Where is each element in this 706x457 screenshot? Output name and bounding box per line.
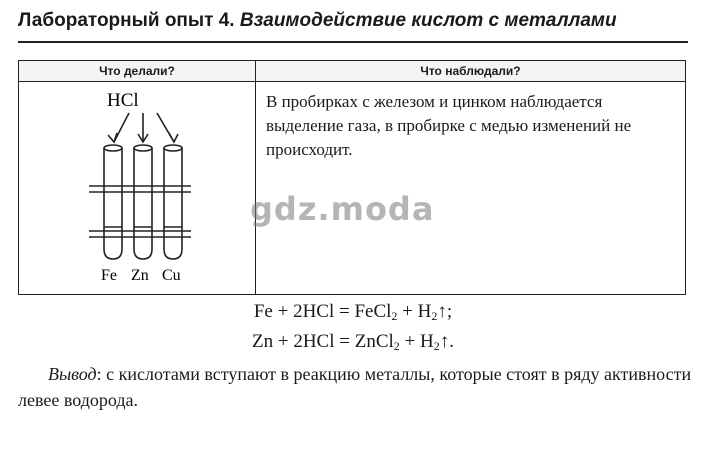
conclusion-label: Вывод xyxy=(48,364,97,384)
conclusion xyxy=(18,361,698,413)
tube-cu xyxy=(164,145,182,259)
title-rule xyxy=(18,41,688,43)
test-tubes-diagram xyxy=(19,82,255,286)
observation-cell xyxy=(256,82,686,295)
title-italic: Взаимодействие кислот с металлами xyxy=(239,10,617,31)
experiment-table xyxy=(18,60,686,295)
tube-zn xyxy=(134,145,152,259)
equation-iron: Fe + 2HCl = FeCl$_2$ + $H_2↑$; xyxy=(253,301,453,323)
watermark: gdz.moda xyxy=(250,190,435,228)
observation-text: В пробирках с железом и цинком наблюдается выделение газа, в пробирке с медью изменений не происходит. xyxy=(266,92,632,159)
tube-label-fe: Fe xyxy=(101,267,117,284)
column-header-observed: Что наблюдали? xyxy=(256,61,686,82)
tube-label-zn: Zn xyxy=(131,267,149,284)
column-header-did: Что делали? xyxy=(19,61,256,82)
conclusion-text: : с кислотами вступают в реакцию металлы, которые стоят в ряду активности левее водорода. xyxy=(18,364,692,410)
equation-zinc: Zn + 2HCl = ZnCl$_2$ + $H_2↑$. xyxy=(252,331,454,353)
tube-label-cu: Cu xyxy=(162,267,181,284)
title-bold: Лабораторный опыт 4. xyxy=(18,10,235,31)
page-title xyxy=(18,10,698,32)
reagent-label: HCl xyxy=(107,90,139,111)
arrows xyxy=(108,113,178,142)
tube-fe xyxy=(104,145,122,259)
diagram-cell xyxy=(19,82,256,295)
